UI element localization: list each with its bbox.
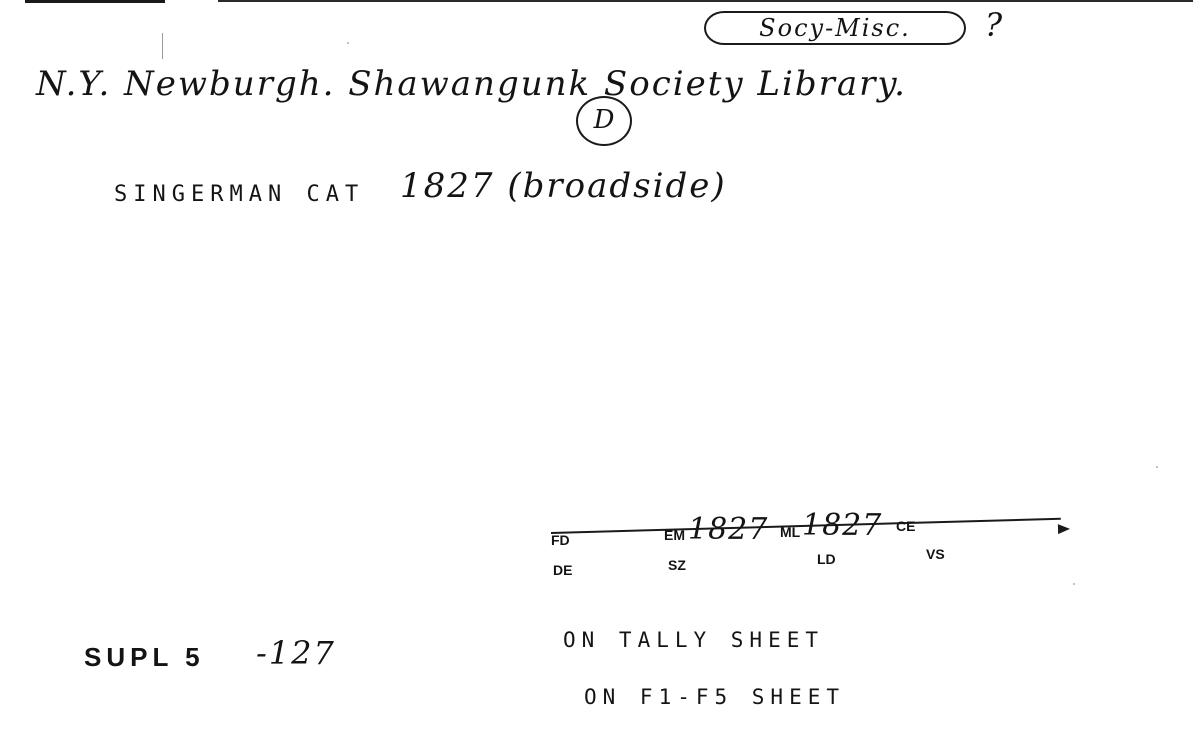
circled-letter: D xyxy=(576,96,632,146)
ml-date: 1827 xyxy=(802,508,883,543)
on-tally-sheet: ON TALLY SHEET xyxy=(563,628,825,652)
scan-speck xyxy=(347,42,349,44)
em-date: 1827 xyxy=(688,512,769,547)
code-sz: SZ xyxy=(668,557,686,573)
tally-arrowhead xyxy=(1058,524,1070,534)
top-tick-mark xyxy=(162,33,163,59)
singerman-typed: SINGERMAN CAT xyxy=(114,182,365,207)
code-ld: LD xyxy=(817,551,836,567)
top-rule-right xyxy=(218,0,1193,2)
code-vs: VS xyxy=(926,546,945,562)
code-ml: ML xyxy=(780,524,801,540)
code-de: DE xyxy=(553,562,573,578)
heading-handwritten: N.Y. Newburgh. Shawangunk Society Library. xyxy=(36,64,907,104)
singerman-handwritten: 1827 (broadside) xyxy=(400,166,727,206)
code-ce: CE xyxy=(896,518,916,534)
supl-handwritten: -127 xyxy=(256,634,336,672)
code-em: EM xyxy=(664,527,685,543)
on-f1-f5-sheet: ON F1-F5 SHEET xyxy=(584,685,846,709)
supl-typed: SUPL 5 xyxy=(84,642,205,672)
scan-speck xyxy=(1156,466,1158,468)
scan-speck xyxy=(1073,583,1075,585)
code-fd: FD xyxy=(551,532,570,548)
subject-box: Socy-Misc. xyxy=(704,11,966,45)
top-rule-left xyxy=(25,0,165,3)
question-mark: ? xyxy=(985,6,1003,44)
